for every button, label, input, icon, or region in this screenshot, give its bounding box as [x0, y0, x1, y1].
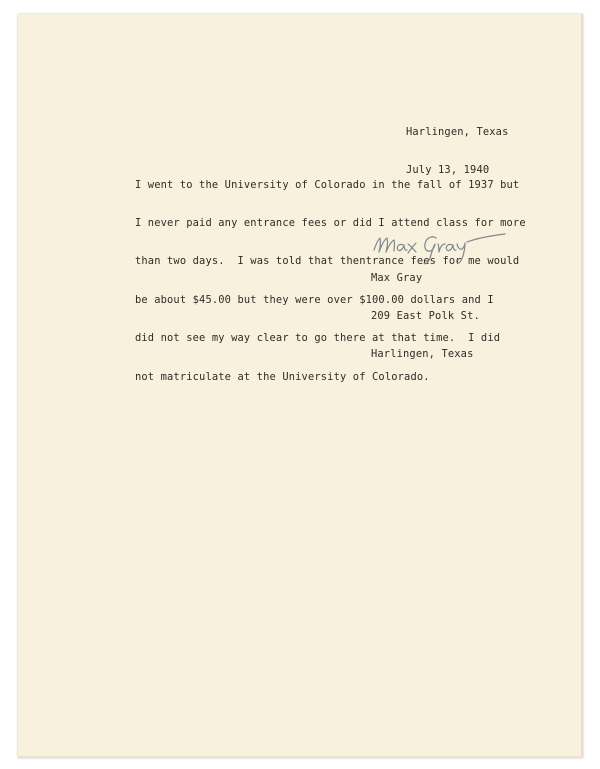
body-line: be about $45.00 but they were over $100.00 dollars and I — [135, 293, 494, 306]
body-line: I went to the University of Colorado in the fall of 1937 but — [135, 178, 520, 191]
signer-street: 209 East Polk St. — [371, 309, 480, 322]
signature-block — [371, 247, 480, 386]
body-line: did not see my way clear to go there at that time. I did — [135, 332, 501, 345]
letter-sheet — [18, 14, 583, 758]
signer-city: Harlingen, Texas — [371, 347, 474, 360]
body-line: not matriculate at the University of Colorado. — [135, 370, 430, 383]
body-line: than two days. I was told that thentrance fees for me would — [135, 255, 520, 268]
dateline-place: Harlingen, Texas — [406, 125, 509, 138]
body-line: I never paid any entrance fees or did I attend class for more — [135, 216, 526, 229]
signer-name: Max Gray — [371, 272, 423, 285]
dateline-date: July 13, 1940 — [406, 163, 490, 176]
